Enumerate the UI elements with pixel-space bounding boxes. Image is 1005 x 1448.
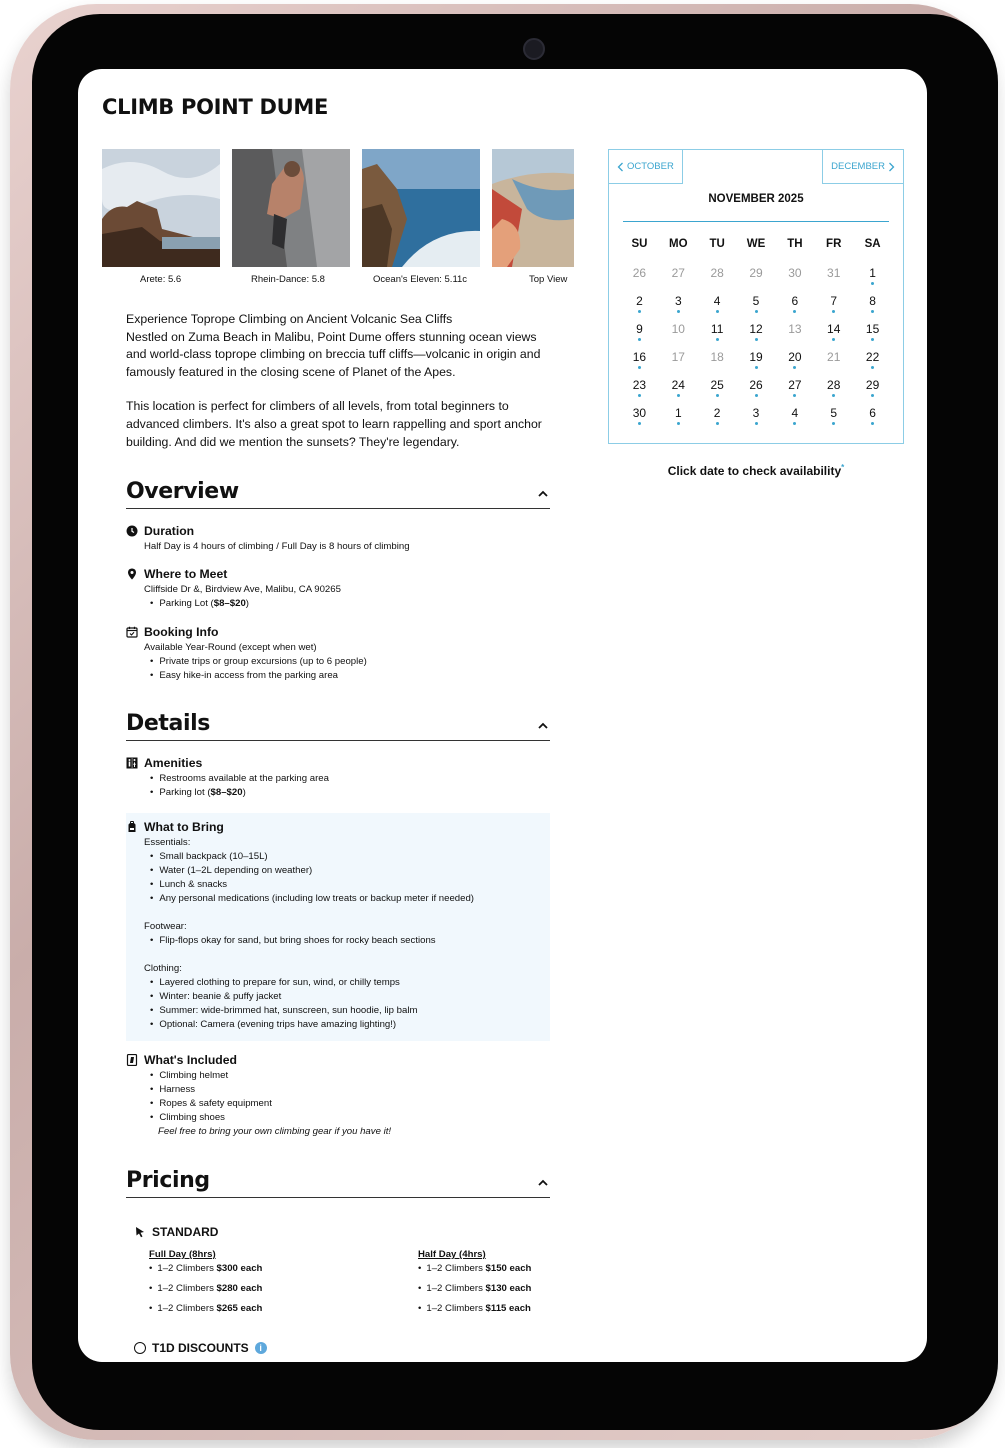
parking-price: $8–$20 [210, 787, 243, 798]
list-item: • Harness [150, 1083, 556, 1097]
parking-suffix: ) [242, 787, 246, 798]
bring-title: What to Bring [144, 820, 224, 834]
calendar-day-number: 12 [749, 322, 763, 336]
availability-dot [793, 310, 796, 313]
calendar-day[interactable] [853, 294, 892, 322]
chevron-right-icon [888, 162, 895, 172]
top-view-photo-image [492, 149, 574, 267]
calendar-day-number: 25 [710, 378, 724, 392]
t1d-discounts-option[interactable] [134, 1341, 267, 1355]
calendar-day[interactable] [853, 350, 892, 378]
calendar-day-number: 24 [671, 378, 685, 392]
calendar-day[interactable] [775, 294, 814, 322]
gallery-photo-rhein-dance[interactable] [232, 149, 350, 267]
discount-radio[interactable] [134, 1342, 146, 1354]
weekday-label: TU [709, 238, 725, 250]
calendar-day[interactable] [814, 266, 853, 294]
page-title: CLIMB POINT DUME [102, 95, 329, 119]
included-title: What's Included [144, 1053, 237, 1067]
calendar-day[interactable] [659, 378, 698, 406]
availability-dot [755, 310, 758, 313]
meet-block [126, 567, 556, 611]
calendar-day[interactable] [814, 294, 853, 322]
calendar-day-number: 30 [788, 266, 802, 280]
overview-title: Overview [126, 479, 239, 504]
parking-suffix: ) [245, 598, 249, 609]
calendar-day[interactable] [620, 406, 659, 434]
amenities-block [126, 756, 556, 800]
calendar-week-row [620, 406, 892, 434]
calendar-day-number: 20 [788, 350, 802, 364]
duration-text: Half Day is 4 hours of climbing / Full Day is 8 hours of climbing [144, 541, 410, 552]
price-row [149, 1302, 349, 1322]
backpack-icon [126, 821, 138, 833]
calendar-day[interactable] [853, 406, 892, 434]
calendar-day-number: 26 [632, 266, 647, 280]
calendar-day[interactable] [737, 406, 776, 434]
booking-title: Booking Info [144, 625, 219, 639]
price-label: 1–2 Climbers [426, 1303, 486, 1314]
calendar-week-row [620, 350, 892, 378]
calendar-day[interactable] [620, 266, 659, 294]
details-title: Details [126, 711, 210, 736]
price-label: 1–2 Climbers [426, 1283, 486, 1294]
screen [78, 69, 927, 1362]
calendar-day[interactable] [814, 378, 853, 406]
price-row [149, 1262, 349, 1282]
calendar-divider [623, 221, 889, 222]
gallery-photo-top-view[interactable] [492, 149, 574, 267]
gallery-caption: Arete: 5.6 [140, 274, 182, 285]
clock-icon [126, 525, 138, 537]
list-item: • Any personal medications (including low treats or backup meter if needed) [150, 892, 556, 906]
calendar-day[interactable] [853, 266, 892, 294]
calendar-day-number: 28 [710, 266, 724, 280]
calendar-day[interactable] [737, 350, 776, 378]
price-value: $150 each [485, 1263, 532, 1274]
availability-dot [871, 310, 874, 313]
half-day-title: Half Day (4hrs) [418, 1249, 486, 1260]
parking-price: $8–$20 [213, 598, 246, 609]
price-label: 1–2 Climbers [426, 1263, 486, 1274]
booking-block [126, 625, 556, 683]
availability-dot [716, 394, 719, 397]
availability-hint [608, 463, 904, 478]
calendar-day-number: 15 [865, 322, 880, 336]
availability-hint-mark: * [841, 463, 845, 472]
calendar-day[interactable] [737, 266, 776, 294]
weekday-label: FR [826, 238, 842, 250]
full-day-pricing [149, 1249, 349, 1322]
calendar-day-number: 27 [788, 378, 802, 392]
intro-heading: Experience Toprope Climbing on Ancient Volcanic Sea Cliffs [126, 312, 453, 326]
availability-dot [716, 338, 719, 341]
calendar-day[interactable] [814, 406, 853, 434]
calendar-day-number: 2 [713, 406, 721, 420]
calendar-day-number: 1 [674, 406, 682, 420]
booking-text: Available Year-Round (except when wet) [144, 642, 317, 653]
calendar-day-number: 5 [830, 406, 838, 420]
calendar-day-number: 8 [869, 294, 876, 308]
bring-block [126, 820, 556, 1032]
price-row [418, 1262, 618, 1282]
weekday-label: MO [669, 238, 688, 250]
availability-dot [638, 310, 641, 313]
weekday-label: SA [864, 238, 881, 250]
intro-body: Nestled on Zuma Beach in Malibu, Point Dume offers stunning ocean views and world-class toprope climbing on breccia tuff cliffs—volcanic in origin and famously featured in the closing scene of Planet of the Apes. [126, 329, 541, 379]
list-item: • Climbing shoes [150, 1111, 556, 1125]
availability-dot [638, 366, 641, 369]
availability-dot [793, 422, 796, 425]
calendar-day-number: 7 [830, 294, 838, 308]
calendar-day-number: 4 [791, 406, 799, 420]
calendar-day-number: 5 [752, 294, 760, 308]
price-value: $280 each [216, 1283, 263, 1294]
calendar-day[interactable] [620, 294, 659, 322]
chevron-up-icon[interactable] [538, 489, 548, 499]
calendar-day[interactable] [659, 406, 698, 434]
list-item: • Ropes & safety equipment [150, 1097, 556, 1111]
gallery-caption: Rhein-Dance: 5.8 [251, 274, 325, 285]
availability-dot [755, 394, 758, 397]
pricing-title: Pricing [126, 1168, 210, 1193]
price-label: 1–2 Climbers [157, 1303, 217, 1314]
next-month-label: DECEMBER [831, 161, 885, 172]
calendar-day-number: 21 [827, 350, 841, 364]
calendar-day-number: 29 [749, 266, 763, 280]
calendar-day-number: 17 [671, 350, 685, 364]
weekday-label: TH [787, 238, 803, 250]
gallery-photo-oceans-eleven[interactable] [362, 149, 480, 267]
details-section-header[interactable] [126, 711, 550, 741]
weekday-label: SU [631, 238, 648, 250]
meet-address: Cliffside Dr &, Birdview Ave, Malibu, CA 90265 [144, 584, 341, 595]
amenities-title: Amenities [144, 756, 203, 770]
climbing-shoe-icon [126, 1054, 138, 1066]
calendar-day-number: 2 [636, 294, 643, 308]
availability-dot [871, 422, 874, 425]
intro-paragraph-2: This location is perfect for climbers of all levels, from total beginners to advanced climbers. It's also a great spot to learn rappelling and sport anchor building. And did we mention the sunsets? They're legendary. [126, 399, 542, 449]
standard-label: STANDARD [152, 1225, 219, 1239]
calendar-day[interactable] [775, 322, 814, 350]
weekday-label: WE [746, 238, 766, 250]
parking-label: Parking Lot ( [159, 598, 214, 609]
calendar-day-number: 3 [674, 294, 682, 308]
chevron-left-icon [617, 162, 624, 172]
availability-dot [832, 338, 835, 341]
calendar-week-row [620, 294, 892, 322]
parking-label: Parking lot ( [159, 787, 211, 798]
included-note: Feel free to bring your own climbing gear if you have it! [158, 1126, 392, 1137]
calendar-day[interactable] [698, 350, 737, 378]
calendar-day-number: 10 [671, 322, 685, 336]
footwear-label: Footwear: [144, 921, 187, 932]
calendar-week-row [620, 378, 892, 406]
list-item: • Small backpack (10–15L) [150, 850, 556, 864]
next-month-button[interactable] [822, 150, 903, 184]
duration-title: Duration [144, 524, 195, 538]
weekday-header-row [620, 238, 892, 266]
calendar-day-number: 27 [671, 266, 685, 280]
calendar-day-number: 18 [710, 350, 724, 364]
calendar-day[interactable] [659, 322, 698, 350]
calendar-day-number: 16 [632, 350, 647, 364]
calendar-day-number: 1 [869, 266, 876, 280]
availability-dot [871, 338, 874, 341]
calendar-day-number: 4 [713, 294, 721, 308]
list-item: • Winter: beanie & puffy jacket [150, 990, 556, 1004]
intro-text [126, 311, 558, 468]
availability-calendar [608, 149, 904, 444]
calendar-day[interactable] [620, 350, 659, 378]
price-label: 1–2 Climbers [157, 1263, 217, 1274]
list-item: • Restrooms available at the parking area [150, 772, 556, 786]
availability-dot [871, 394, 874, 397]
calendar-day[interactable] [814, 322, 853, 350]
availability-dot [755, 338, 758, 341]
overview-section-header[interactable] [126, 479, 550, 509]
calendar-day[interactable] [620, 378, 659, 406]
price-value: $115 each [485, 1303, 531, 1314]
calendar-day[interactable] [698, 294, 737, 322]
calendar-day-number: 22 [865, 350, 880, 364]
availability-dot [638, 394, 641, 397]
essentials-label: Essentials: [144, 837, 191, 848]
clothing-label: Clothing: [144, 963, 182, 974]
calendar-day[interactable] [698, 266, 737, 294]
calendar-day[interactable] [775, 378, 814, 406]
calendar-day-number: 29 [865, 378, 880, 392]
intro-paragraph [126, 311, 558, 381]
availability-dot [716, 310, 719, 313]
chevron-up-icon[interactable] [538, 1178, 548, 1188]
calendar-week-row [620, 322, 892, 350]
full-day-title: Full Day (8hrs) [149, 1249, 216, 1260]
calendar-day-number: 6 [869, 406, 876, 420]
calendar-day[interactable] [659, 294, 698, 322]
calendar-day[interactable] [775, 266, 814, 294]
calendar-day[interactable] [737, 294, 776, 322]
availability-dot [793, 366, 796, 369]
calendar-day-number: 19 [749, 350, 763, 364]
gallery-caption: Top View [529, 274, 568, 285]
calendar-day[interactable] [853, 378, 892, 406]
info-icon[interactable]: i [255, 1342, 267, 1354]
price-value: $130 each [485, 1283, 532, 1294]
restroom-icon [126, 757, 138, 769]
arete-photo-image [102, 149, 220, 267]
price-row [149, 1282, 349, 1302]
calendar-day-number: 13 [788, 322, 802, 336]
price-value: $300 each [216, 1263, 263, 1274]
calendar-day[interactable] [659, 350, 698, 378]
price-row [418, 1282, 618, 1302]
availability-dot [638, 422, 641, 425]
list-item: • Private trips or group excursions (up to 6 people) [150, 655, 556, 669]
camera-icon [523, 38, 545, 60]
calendar-day-number: 31 [827, 266, 841, 280]
pointer-hand-icon [134, 1226, 146, 1238]
availability-dot [677, 394, 680, 397]
included-block [126, 1053, 556, 1139]
availability-dot [638, 338, 641, 341]
meet-parking [150, 597, 556, 611]
price-value: $265 each [216, 1303, 263, 1314]
calendar-day[interactable] [775, 406, 814, 434]
chevron-up-icon[interactable] [538, 721, 548, 731]
availability-dot [793, 394, 796, 397]
availability-hint-text: Click date to check availability [667, 464, 842, 478]
availability-dot [871, 282, 874, 285]
half-day-pricing [418, 1249, 618, 1322]
calendar-day[interactable] [698, 406, 737, 434]
calendar-month-title: NOVEMBER 2025 [708, 193, 804, 205]
gallery-caption: Ocean's Eleven: 5.11c [373, 274, 468, 285]
calendar-day-number: 9 [636, 322, 643, 336]
calendar-week-row [620, 266, 892, 294]
duration-block [126, 524, 556, 554]
calendar-day-number: 28 [827, 378, 841, 392]
meet-title: Where to Meet [144, 567, 228, 581]
calendar-day-number: 11 [710, 322, 724, 336]
location-pin-icon [126, 568, 138, 580]
calendar-day[interactable] [698, 322, 737, 350]
amenities-parking [150, 786, 556, 800]
prev-month-label: OCTOBER [627, 161, 674, 172]
gallery-photo-arete[interactable] [102, 149, 220, 267]
availability-dot [832, 394, 835, 397]
calendar-day[interactable] [620, 322, 659, 350]
price-label: 1–2 Climbers [157, 1283, 217, 1294]
availability-dot [755, 422, 758, 425]
availability-dot [871, 366, 874, 369]
availability-dot [832, 422, 835, 425]
calendar-day[interactable] [737, 378, 776, 406]
prev-month-button[interactable] [609, 150, 683, 184]
availability-dot [755, 366, 758, 369]
list-item: • Summer: wide-brimmed hat, sunscreen, sun hoodie, lip balm [150, 1004, 556, 1018]
calendar-day[interactable] [775, 350, 814, 378]
list-item: • Flip-flops okay for sand, but bring shoes for rocky beach sections [150, 934, 556, 948]
availability-dot [832, 310, 835, 313]
calendar-day[interactable] [737, 322, 776, 350]
calendar-day-number: 3 [752, 406, 760, 420]
photo-gallery [102, 149, 574, 289]
calendar-day-number: 30 [632, 406, 647, 420]
calendar-day-number: 26 [749, 378, 763, 392]
list-item: • Lunch & snacks [150, 878, 556, 892]
rhein-dance-photo-image [232, 149, 350, 267]
calendar-day[interactable] [659, 266, 698, 294]
pricing-section-header[interactable] [126, 1168, 550, 1198]
list-item: • Layered clothing to prepare for sun, wind, or chilly temps [150, 976, 556, 990]
calendar-day-number: 6 [791, 294, 799, 308]
discounts-label: T1D DISCOUNTS [152, 1341, 249, 1355]
calendar-check-icon [126, 626, 138, 638]
list-item: • Climbing helmet [150, 1069, 556, 1083]
list-item: • Water (1–2L depending on weather) [150, 864, 556, 878]
calendar-day[interactable] [814, 350, 853, 378]
calendar-day-number: 23 [632, 378, 647, 392]
calendar-day[interactable] [698, 378, 737, 406]
list-item: • Optional: Camera (evening trips have amazing lighting!) [150, 1018, 556, 1032]
calendar-day[interactable] [853, 322, 892, 350]
list-item: • Easy hike-in access from the parking area [150, 669, 556, 683]
availability-dot [677, 310, 680, 313]
standard-option[interactable] [134, 1225, 218, 1239]
oceans-eleven-photo-image [362, 149, 480, 267]
calendar-day-number: 14 [827, 322, 841, 336]
calendar-grid [620, 238, 892, 434]
availability-dot [677, 422, 680, 425]
availability-dot [716, 422, 719, 425]
price-row [418, 1302, 618, 1322]
